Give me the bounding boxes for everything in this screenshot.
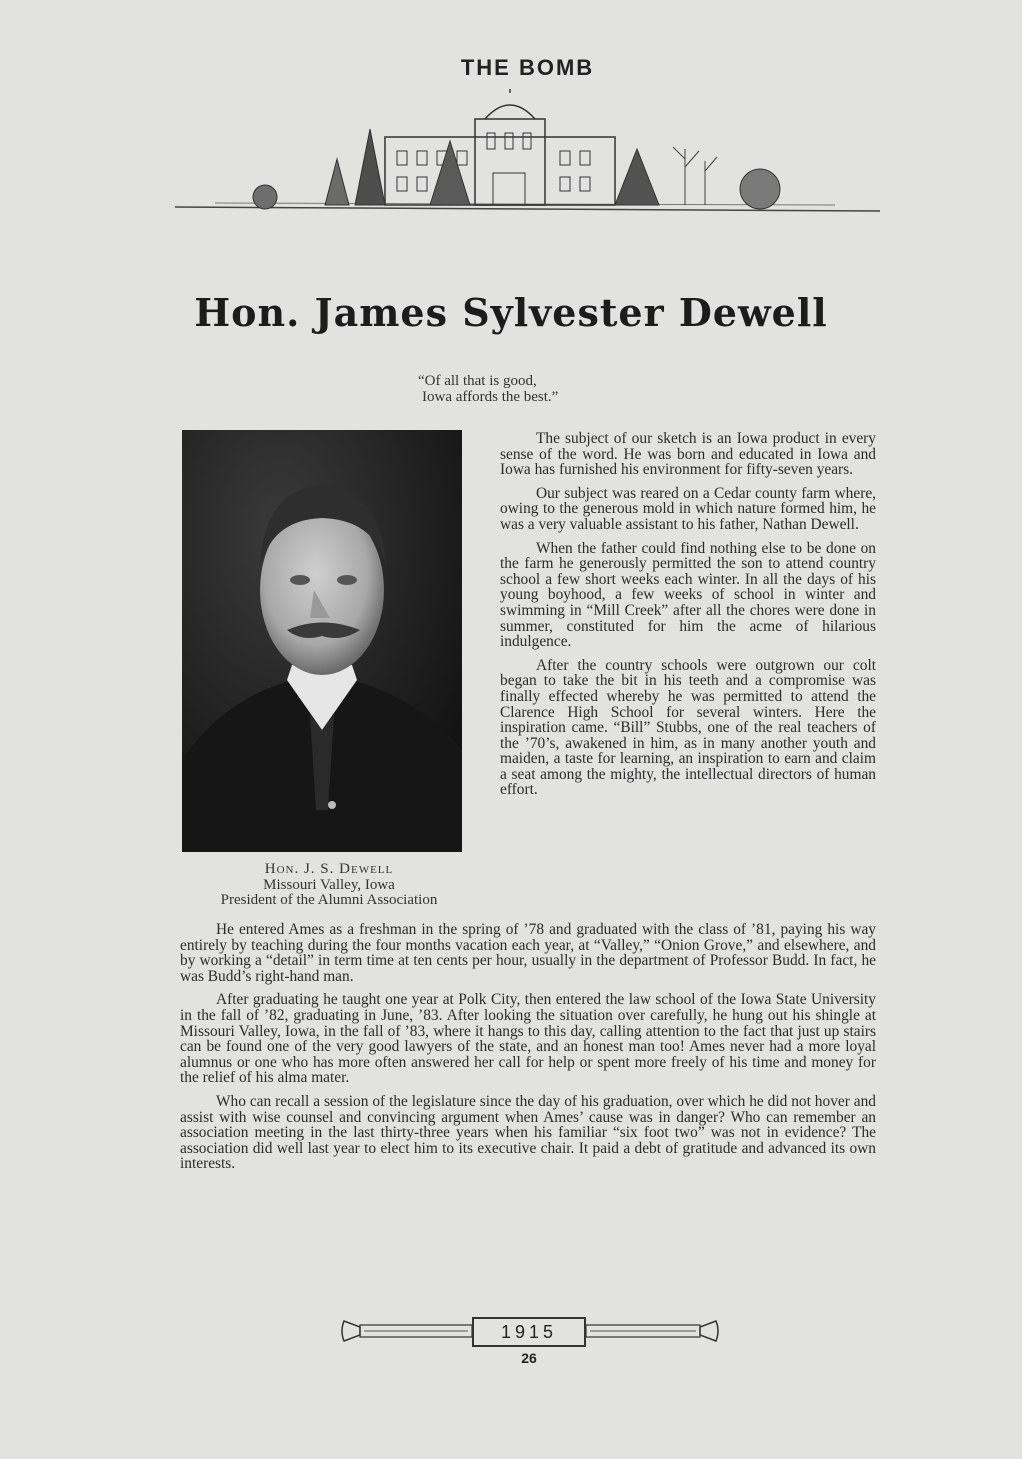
portrait-photo [182,430,462,852]
page-number: 26 [521,1350,537,1366]
right-column-text [500,431,876,806]
body-paragraph: After graduating he taught one year at Polk City, then entered the law school of the Iowa State University in the fall of ’82, graduating in June, ’83. After looking the situation over carefully, he hung out his shingle at Missouri Valley, Iowa, in the fall of ’83, where it hangs to this day, calling attention to the fact that just up stairs can be found one of the very good lawyers of the state, and an honest man too! Ames never had a more loyal alumnus or one who has more often answered her call for help or spent more freely of his time and money for the relief of his alma mater. [180,991,876,1087]
caption-place: Missouri Valley, Iowa [263,876,395,893]
campus-illustration [175,89,880,219]
masthead [175,55,880,220]
motto [418,373,558,405]
page-title: Hon. James Sylvester Dewell [194,290,828,335]
column-paragraph: Our subject was reared on a Cedar county farm where, owing to the generous mold in which nature formed him, he was a very valuable assistant to his father, Nathan Dewell. [500,484,876,533]
masthead-title: THE BOMB [460,55,595,80]
body-paragraph: Who can recall a session of the legislature since the day of his graduation, over which he did not hover and assist with wise counsel and convincing argument when Ames’ cause was in danger? Who can remember an association meeting in the last thirty-three years when his familiar “six foot two” was not in evidence? The association did well last year to elect him to its executive chair. It paid a debt of gratitude and advanced its own interests. [180,1092,876,1173]
full-width-text [180,922,876,1180]
caption-name: Hon. J. S. Dewell [264,861,394,877]
footer-ornament [340,1313,720,1349]
motto-line-1: “Of all that is good, [418,373,537,389]
column-paragraph: The subject of our sketch is an Iowa product in every sense of the word. He was born and educated in Iowa and Iowa has furnished his environment for fifty-seven years. [500,430,876,479]
body-paragraph: He entered Ames as a freshman in the spring of ’78 and graduated with the class of ’81, paying his way entirely by teaching during the four months vacation each year, at “Valley,” “Onion Grove,” and elsewhere, and by working a “detail” in term time at ten cents per hour, usually in the department of Professor Budd. In fact, he was Budd’s right-hand man. [180,921,876,985]
footer-year: 1915 [472,1317,586,1347]
column-paragraph: After the country schools were outgrown our colt began to take the bit in his teeth and a compromise was finally effected whereby he was permitted to attend the Clarence High School for several winters. Here the inspiration came. “Bill” Stubbs, one of the real teachers of the ’70’s, awakened in him, as in many another youth and maiden, a taste for learning, an inspiration to earn and claim a seat among the mighty, the intellectual directors of human effort. [500,656,876,799]
portrait-caption [176,862,482,909]
column-paragraph: When the father could find nothing else to be done on the farm he generously permitted the son to attend country school a few short weeks each winter. In all the days of his young boyhood, a few weeks of school in winter and swimming in “Mill Creek” after all the chores were done in summer, constituted for him the acme of hilarious indulgence. [500,539,876,651]
motto-line-2: Iowa affords the best.” [422,389,559,405]
caption-role: President of the Alumni Association [220,892,438,908]
